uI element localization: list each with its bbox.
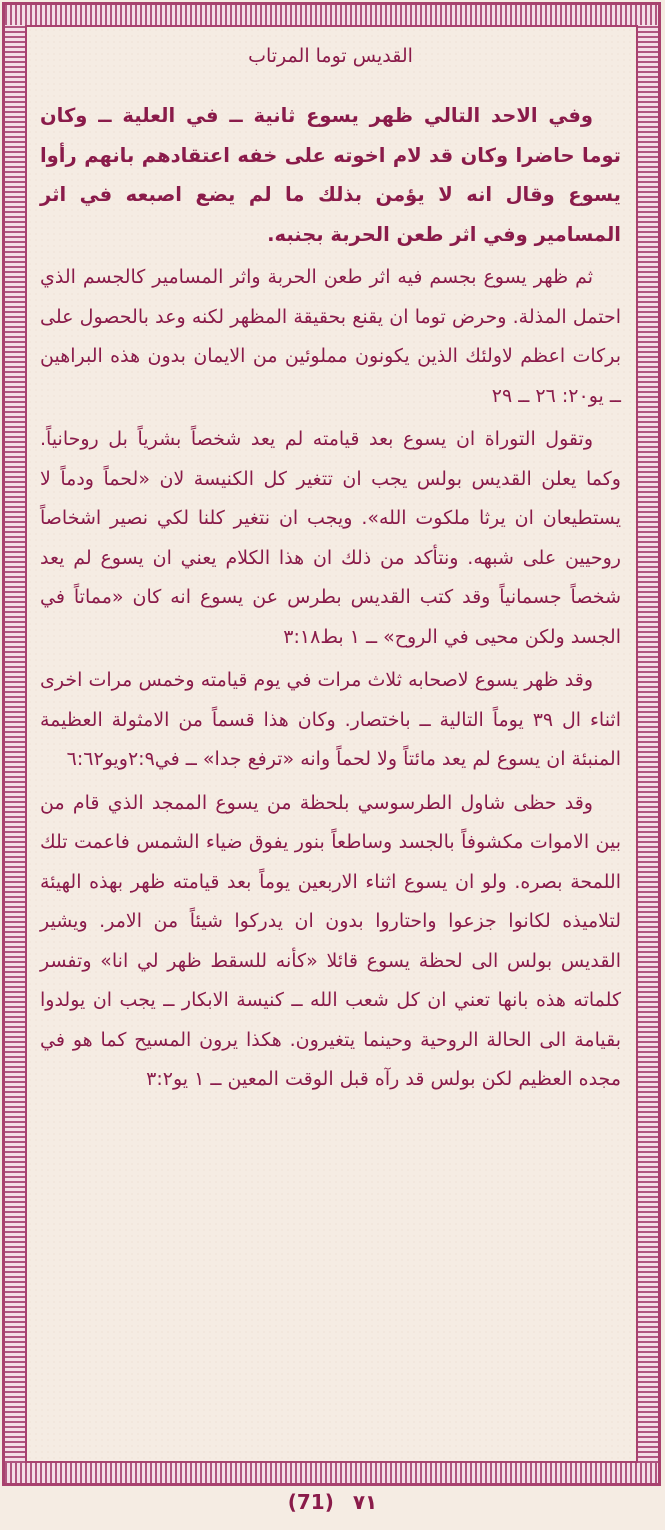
border-right-ornament: [638, 25, 658, 1463]
border-left-ornament: [5, 25, 25, 1463]
paragraph-1: وفي الاحد التالي ظهر يسوع ثانية ــ في العلية ــ وكان توما حاضرا وكان قد لام اخوته على خفه اعتقادهم بانهم رأوا يسوع وقال انه لا يؤمن بذلك ما لم يضع اصبعه في اثر المسامير وفي اثر طعن الحربة بجنبه.: [40, 104, 621, 246]
article-body: [40, 36, 621, 1104]
page-number: [0, 1490, 665, 1514]
paragraph-5: وقد حظى شاول الطرسوسي بلحظة من يسوع الممجد الذي قام من بين الاموات مكشوفاً بالجسد وساطعاً بنور يفوق ضياء الشمس فاعمت تلك اللمحة بصره. ولو ان يسوع اثناء الاربعين يوماً بعد قيامته ظهر بهذه الهيئة لتلاميذه لكانوا جزعوا واحتاروا بدون ان يدركوا شيئاً من الامر. ويشير القديس بولس الى لحظة يسوع قائلا «كأنه للسقط ظهر لي انا» وتفسر كلماته هذه بانها تعني ان كل شعب الله ــ كنيسة الابكار ــ يجب ان يولدوا بقيامة الى الحالة الروحية وحينما يتغيرون. هكذا يرون المسيح كما هو في مجده العظيم لكن بولس قد رآه قبل الوقت المعين ــ ١ يو٣:٢: [40, 791, 621, 1090]
page-number-arabic: ٧١: [352, 1490, 378, 1514]
paragraph-4: وقد ظهر يسوع لاصحابه ثلاث مرات في يوم قيامته وخمس مرات اخرى اثناء ال ٣٩ يوماً التالية ــ باختصار. وكان هذا قسماً من الامثولة العظيمة المنبئة ان يسوع لم يعد مائتاً ولا لحماً وانه «ترفع جدا» ــ في٢:٩ويو٦:٦٢: [40, 669, 622, 770]
page-number-latin: (71): [287, 1490, 334, 1514]
paragraph-3: وتقول التوراة ان يسوع بعد قيامته لم يعد شخصاً بشرياً بل روحانياً. وكما يعلن القديس بولس يجب ان تتغير كل الكنيسة لان «لحماً ودماً لا يستطيعان ان يرثا ملكوت الله». ويجب ان نتغير كلنا لكي نصير اشخاصاً روحيين على شبهه. ونتأكد من ذلك ان هذا الكلام يعني ان يسوع لم يعد شخصاً جسمانياً وقد كتب القديس بطرس عن يسوع انه كان «مماتاً في الجسد ولكن محيى في الروح» ــ ١ بط٣:١٨: [40, 428, 621, 648]
page-title: القديس توما المرتاب: [248, 45, 413, 67]
paragraph-2: ثم ظهر يسوع بجسم فيه اثر طعن الحربة واثر المسامير كالجسم الذي احتمل المذلة. وحرض توما ان يقنع بحقيقة المظهر لكنه وعد بالحصول على بركات اعظم لاولئك الذين يكونون مملوئين من الايمان بدون هذه البراهين ــ يو٢٠: ٢٦ ــ ٢٩: [40, 266, 621, 407]
